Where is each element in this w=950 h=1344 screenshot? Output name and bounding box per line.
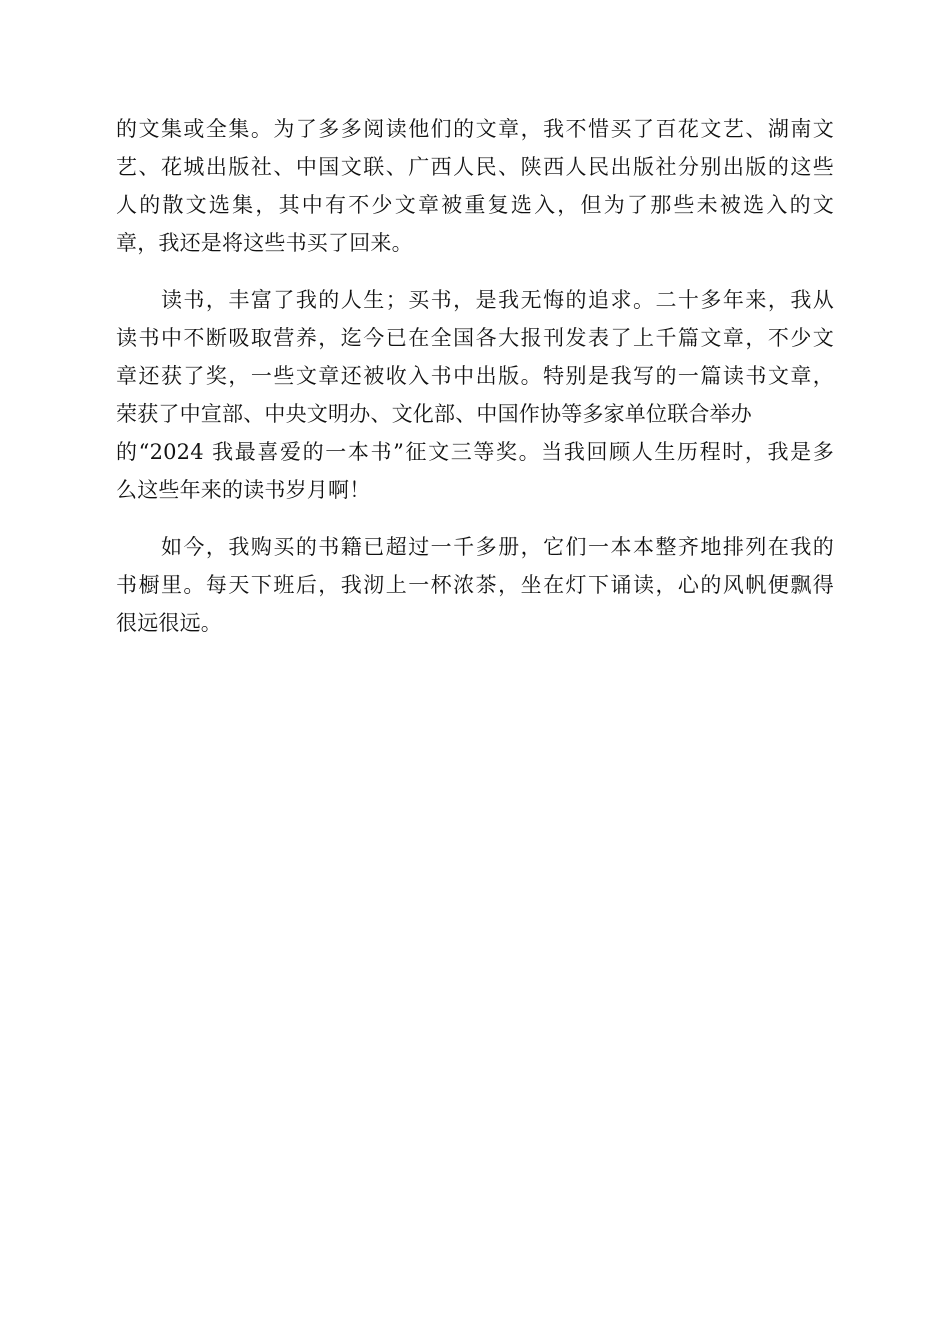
text-line: 的文集或全集。为了多多阅读他们的文章，我不惜买了百花文艺、湖南文 [116, 117, 834, 141]
text-line: 章还获了奖，一些文章还被收入书中出版。特别是我写的一篇读书文章， [116, 364, 834, 388]
paragraph-1 [116, 110, 834, 262]
text-line: 人的散文选集，其中有不少文章被重复选入，但为了那些未被选入的文 [116, 193, 834, 217]
text-line: 章，我还是将这些书买了回来。 [116, 231, 413, 255]
text-line: 的“2024 我最喜爱的一本书”征文三等奖。当我回顾人生历程时，我是多 [116, 440, 834, 464]
paragraph-3 [116, 528, 834, 642]
text-line: 艺、花城出版社、中国文联、广西人民、陕西人民出版社分别出版的这些 [116, 155, 834, 179]
text-line: 读书，丰富了我的人生；买书，是我无悔的追求。二十多年来，我从 [116, 288, 834, 312]
text-line: 么这些年来的读书岁月啊！ [116, 478, 371, 502]
text-line: 如今，我购买的书籍已超过一千多册，它们一本本整齐地排列在我的 [116, 535, 834, 559]
text-line: 很远很远。 [116, 611, 222, 635]
document-body [116, 110, 834, 661]
text-line: 荣获了中宣部、中央文明办、文化部、中国作协等多家单位联合举办 [116, 402, 752, 426]
text-line: 书橱里。每天下班后，我沏上一杯浓茶，坐在灯下诵读，心的风帆便飘得 [116, 573, 834, 597]
paragraph-2 [116, 281, 834, 509]
text-line: 读书中不断吸取营养，迄今已在全国各大报刊发表了上千篇文章，不少文 [116, 326, 834, 350]
